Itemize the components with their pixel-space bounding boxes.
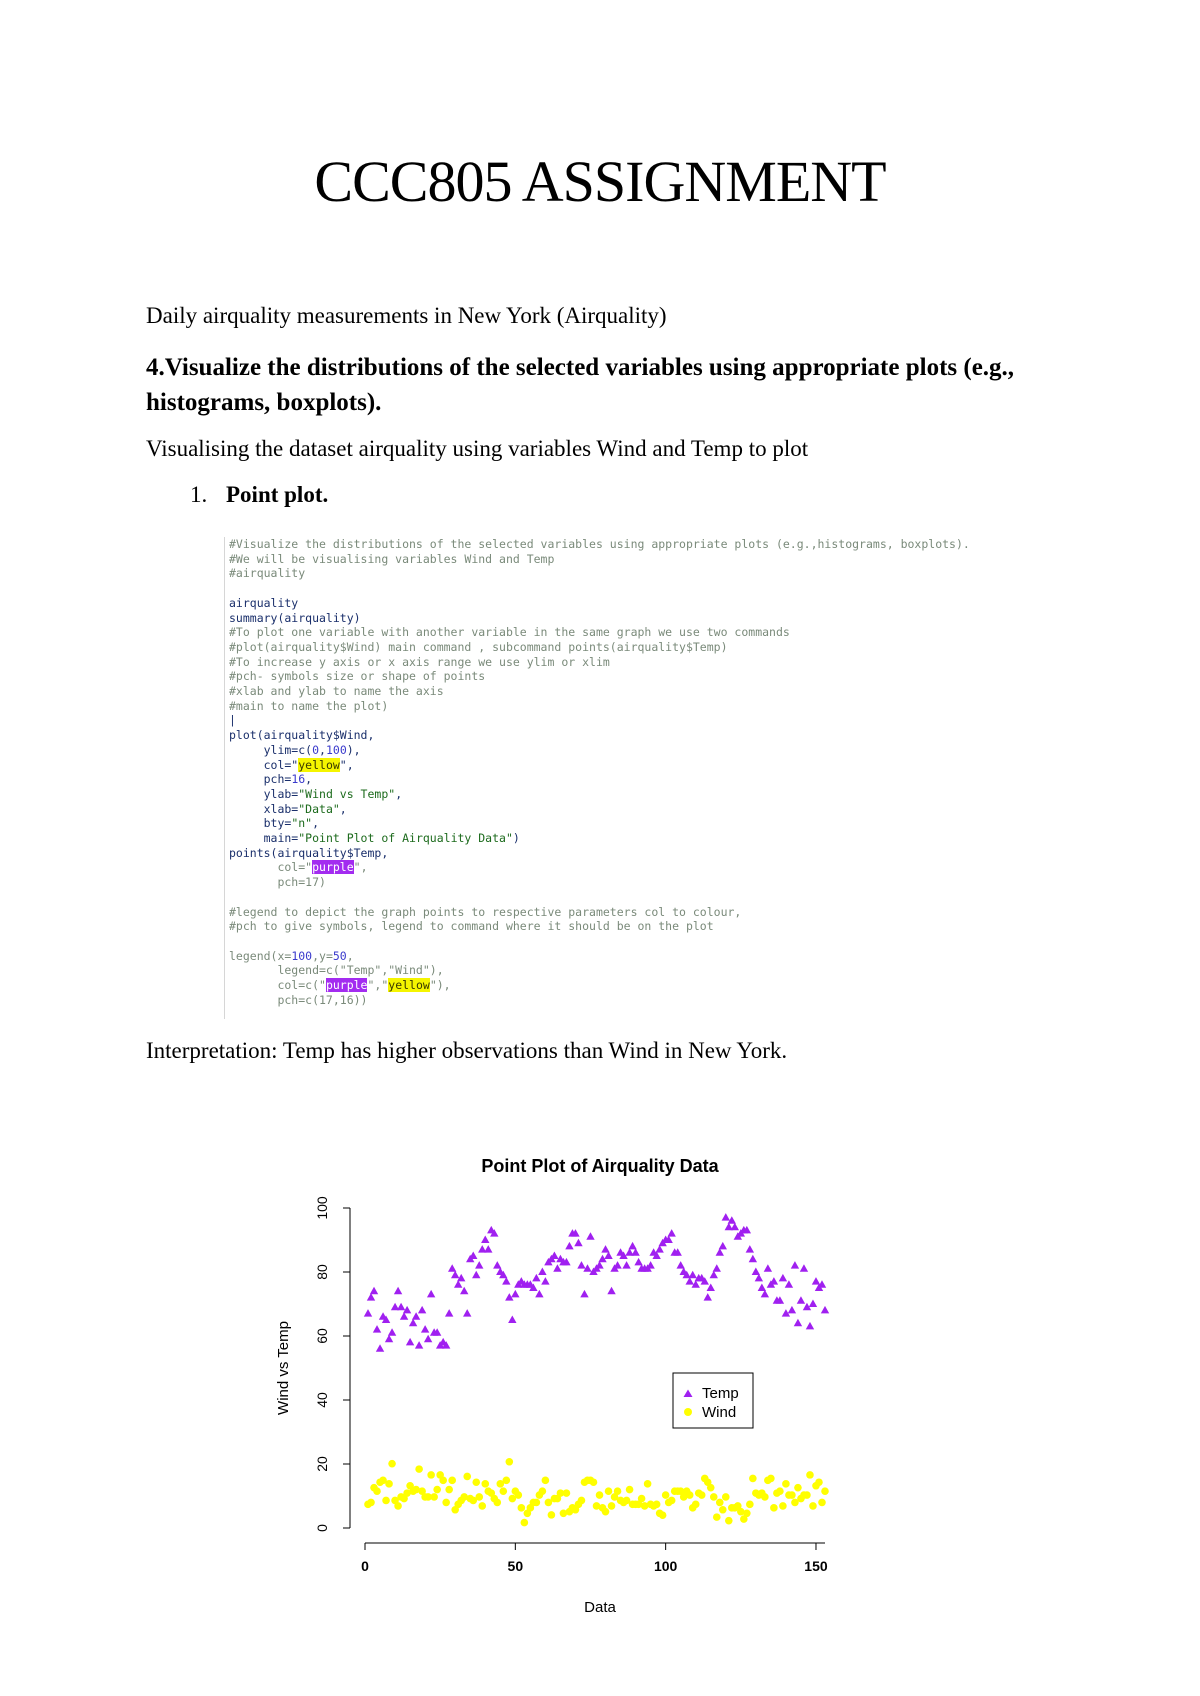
temp-point: [445, 1309, 453, 1317]
temp-point: [409, 1319, 417, 1327]
wind-point: [767, 1475, 775, 1483]
wind-point: [746, 1501, 754, 1509]
code-line: #main to name the plot): [229, 698, 389, 713]
temp-point: [418, 1306, 426, 1314]
list-number: 1.: [190, 482, 208, 507]
temp-point: [502, 1277, 510, 1285]
wind-point: [713, 1513, 721, 1521]
wind-point: [638, 1495, 646, 1503]
wind-point: [716, 1499, 724, 1507]
wind-point: [686, 1491, 694, 1499]
y-tick-label: 20: [314, 1456, 330, 1472]
code-blank-line: [229, 934, 1049, 949]
legend-wind-marker: [684, 1408, 692, 1416]
code-cursor-line: |: [229, 713, 236, 728]
temp-point: [716, 1248, 724, 1256]
temp-point: [427, 1290, 435, 1298]
code-line: pch=17): [229, 875, 326, 890]
x-tick-label: 150: [804, 1558, 828, 1574]
wind-point: [761, 1493, 769, 1501]
temp-point: [686, 1277, 694, 1285]
code-line: #pch to give symbols, legend to command where it should be on the plot: [229, 919, 714, 934]
wind-point: [644, 1480, 652, 1488]
document-subtitle: Daily airquality measurements in New York (Airquality): [146, 303, 667, 328]
temp-point: [367, 1293, 375, 1301]
wind-point: [518, 1504, 526, 1512]
temp-point: [731, 1223, 739, 1231]
wind-point: [605, 1487, 613, 1495]
temp-point: [424, 1335, 432, 1343]
temp-point: [421, 1325, 429, 1333]
wind-point: [788, 1491, 796, 1499]
wind-point: [806, 1471, 814, 1479]
temp-point: [535, 1290, 543, 1298]
wind-point: [776, 1487, 784, 1495]
temp-point: [580, 1290, 588, 1298]
temp-point: [809, 1300, 817, 1308]
wind-point: [481, 1480, 489, 1488]
wind-point: [692, 1501, 700, 1509]
wind-point: [521, 1519, 529, 1527]
temp-point: [553, 1264, 561, 1272]
wind-point: [430, 1493, 438, 1501]
temp-point: [484, 1245, 492, 1253]
temp-point: [463, 1309, 471, 1317]
y-tick-label: 100: [314, 1196, 330, 1220]
temp-point: [631, 1248, 639, 1256]
wind-point: [668, 1497, 676, 1505]
temp-point: [385, 1335, 393, 1343]
code-line: col="yellow",: [229, 757, 354, 772]
temp-point: [707, 1284, 715, 1292]
intro-paragraph: Visualising the dataset airquality using variables Wind and Temp to plot: [146, 436, 809, 461]
wind-point: [710, 1493, 718, 1501]
code-line: #legend to depict the graph points to respective parameters col to colour,: [229, 904, 742, 919]
x-tick-label: 0: [361, 1558, 369, 1574]
y-tick-label: 60: [314, 1328, 330, 1344]
temp-point: [373, 1325, 381, 1333]
scatter-chart: [255, 1148, 875, 1618]
wind-point: [445, 1486, 453, 1494]
temp-point: [806, 1322, 814, 1330]
wind-point: [439, 1477, 447, 1485]
wind-point: [373, 1487, 381, 1495]
y-axis-ticks: [314, 1196, 350, 1532]
wind-point: [433, 1486, 441, 1494]
temp-point: [394, 1287, 402, 1295]
temp-point: [415, 1341, 423, 1349]
wind-point: [749, 1475, 757, 1483]
wind-point: [602, 1508, 610, 1516]
code-line: main="Point Plot of Airquality Data"): [229, 831, 520, 846]
code-blank-line: [229, 890, 1049, 905]
temp-point: [511, 1290, 519, 1298]
wind-point: [590, 1478, 598, 1486]
wind-point: [815, 1478, 823, 1486]
wind-point: [782, 1480, 790, 1488]
temp-point: [406, 1338, 414, 1346]
temp-point: [710, 1271, 718, 1279]
wind-point: [448, 1477, 456, 1485]
legend-temp-label: Temp: [702, 1385, 739, 1402]
wind-point: [698, 1491, 706, 1499]
temp-point: [493, 1261, 501, 1269]
temp-point: [821, 1306, 829, 1314]
wind-point: [506, 1458, 514, 1466]
wind-point: [478, 1502, 486, 1510]
code-line: legend(x=100,y=50,: [229, 948, 354, 963]
wind-point: [578, 1497, 586, 1505]
temp-point: [565, 1242, 573, 1250]
temp-point: [749, 1255, 757, 1263]
temp-point: [746, 1245, 754, 1253]
y-axis-label: Wind vs Temp: [275, 1321, 292, 1415]
wind-point: [803, 1491, 811, 1499]
x-tick-label: 100: [653, 1558, 678, 1574]
temp-point: [532, 1274, 540, 1282]
wind-point: [821, 1487, 829, 1495]
temp-point: [508, 1316, 516, 1324]
wind-series: [364, 1458, 829, 1526]
temp-point: [689, 1271, 697, 1279]
list-item-point-plot: [190, 482, 328, 508]
temp-point: [604, 1252, 612, 1260]
code-line: summary(airquality): [229, 610, 361, 625]
temp-point: [541, 1277, 549, 1285]
highlight-purple: purple: [325, 978, 368, 993]
code-line: #To increase y axis or x axis range we use ylim or xlim: [229, 654, 610, 669]
wind-point: [725, 1517, 733, 1525]
code-line: points(airquality$Temp,: [229, 845, 389, 860]
code-line: xlab="Data",: [229, 801, 347, 816]
temp-point: [676, 1261, 684, 1269]
wind-point: [475, 1493, 483, 1501]
code-line: col=c("purple","yellow"),: [229, 978, 451, 993]
temp-point: [475, 1261, 483, 1269]
wind-point: [719, 1506, 727, 1514]
temp-point: [800, 1264, 808, 1272]
wind-point: [388, 1460, 396, 1468]
temp-point: [791, 1261, 799, 1269]
code-line: #airquality: [229, 566, 306, 581]
interpretation-text: Interpretation: Temp has higher observations than Wind in New York.: [146, 1038, 788, 1063]
x-axis-label: Data: [584, 1599, 616, 1616]
wind-point: [809, 1502, 817, 1510]
temp-point: [607, 1287, 615, 1295]
temp-point: [472, 1271, 480, 1279]
code-line: ylim=c(0,100),: [229, 742, 361, 757]
temp-point: [764, 1264, 772, 1272]
wind-point: [542, 1477, 550, 1485]
code-line: pch=c(17,16)): [229, 992, 368, 1007]
wind-point: [463, 1473, 471, 1481]
temp-point: [719, 1242, 727, 1250]
x-axis-ticks: [361, 1543, 828, 1574]
temp-point: [788, 1306, 796, 1314]
wind-point: [770, 1504, 778, 1512]
wind-point: [385, 1480, 393, 1488]
legend-wind-label: Wind: [702, 1404, 737, 1421]
question-heading: 4.Visualize the distributions of the selected variables using appropriate plots (e.g., histograms, boxplots).: [146, 354, 1015, 416]
code-line: plot(airquality$Wind,: [229, 728, 375, 743]
temp-point: [812, 1277, 820, 1285]
wind-point: [442, 1499, 450, 1507]
temp-point: [655, 1245, 663, 1253]
wind-point: [662, 1491, 670, 1499]
chart-title: Point Plot of Airquality Data: [481, 1156, 719, 1176]
wind-point: [608, 1502, 616, 1510]
wind-point: [653, 1501, 661, 1509]
x-tick-label: 50: [507, 1558, 524, 1574]
temp-point: [794, 1319, 802, 1327]
wind-point: [500, 1487, 508, 1495]
code-line: bty="n",: [229, 816, 320, 831]
wind-point: [382, 1497, 390, 1505]
code-line: col="purple",: [229, 860, 368, 875]
temp-point: [667, 1229, 675, 1237]
temp-point: [397, 1303, 405, 1311]
temp-point: [704, 1293, 712, 1301]
wind-point: [794, 1484, 802, 1492]
temp-point: [758, 1284, 766, 1292]
code-screenshot: [224, 537, 1049, 1019]
code-line: #xlab and ylab to name the axis: [229, 684, 444, 699]
temp-point: [797, 1296, 805, 1304]
code-line: #We will be visualising variables Wind and Temp: [229, 551, 555, 566]
temp-point: [601, 1245, 609, 1253]
temp-point: [454, 1280, 462, 1288]
highlight-purple: purple: [312, 860, 354, 875]
temp-point: [388, 1328, 396, 1336]
code-line: #To plot one variable with another variable in the same graph we use two commands: [229, 625, 790, 640]
temp-point: [622, 1261, 630, 1269]
highlight-yellow: yellow: [298, 757, 340, 772]
code-blank-line: [229, 581, 1049, 596]
code-line: #plot(airquality$Wind) main command , subcommand points(airquality$Temp): [229, 639, 728, 654]
code-line: airquality: [229, 595, 299, 610]
wind-point: [367, 1499, 375, 1507]
code-line: ylab="Wind vs Temp",: [229, 786, 403, 801]
temp-point: [785, 1280, 793, 1288]
temp-series: [364, 1213, 829, 1352]
highlight-yellow: yellow: [388, 978, 430, 993]
wind-point: [539, 1487, 547, 1495]
temp-point: [451, 1271, 459, 1279]
temp-point: [460, 1287, 468, 1295]
wind-point: [415, 1465, 423, 1473]
code-line: pch=16,: [229, 772, 313, 787]
temp-point: [364, 1309, 372, 1317]
y-tick-label: 80: [314, 1264, 330, 1280]
temp-point: [586, 1232, 594, 1240]
wind-point: [818, 1499, 826, 1507]
temp-point: [755, 1274, 763, 1282]
temp-point: [752, 1268, 760, 1276]
temp-point: [779, 1274, 787, 1282]
temp-point: [722, 1213, 730, 1221]
temp-point: [370, 1287, 378, 1295]
wind-point: [707, 1484, 715, 1492]
temp-point: [400, 1312, 408, 1320]
wind-point: [493, 1499, 501, 1507]
temp-point: [376, 1344, 384, 1352]
temp-point: [448, 1264, 456, 1272]
wind-point: [596, 1491, 604, 1499]
temp-point: [574, 1239, 582, 1247]
temp-point: [761, 1290, 769, 1298]
temp-point: [412, 1312, 420, 1320]
document-title: CCC805 ASSIGNMENT: [314, 149, 886, 214]
code-line: #pch- symbols size or shape of points: [229, 669, 486, 684]
temp-point: [634, 1258, 642, 1266]
code-line: #Visualize the distributions of the selected variables using appropriate plots (e.g.,histograms, boxplots).: [229, 537, 970, 551]
wind-point: [659, 1511, 667, 1519]
wind-point: [533, 1499, 541, 1507]
wind-point: [548, 1511, 556, 1519]
list-label: Point plot.: [226, 482, 329, 507]
wind-point: [563, 1489, 571, 1497]
wind-point: [626, 1486, 634, 1494]
wind-point: [722, 1493, 730, 1501]
wind-point: [472, 1478, 480, 1486]
code-line: legend=c("Temp","Wind"),: [229, 963, 444, 978]
temp-point: [481, 1236, 489, 1244]
temp-point: [628, 1242, 636, 1250]
wind-point: [515, 1491, 523, 1499]
wind-point: [614, 1487, 622, 1495]
wind-point: [779, 1502, 787, 1510]
y-tick-label: 40: [314, 1392, 330, 1408]
wind-point: [427, 1471, 435, 1479]
temp-point: [713, 1264, 721, 1272]
wind-point: [743, 1509, 751, 1517]
temp-point: [577, 1261, 585, 1269]
wind-point: [394, 1502, 402, 1510]
temp-point: [538, 1268, 546, 1276]
chart-legend: [673, 1373, 753, 1428]
y-tick-label: 0: [314, 1524, 330, 1532]
wind-point: [503, 1477, 511, 1485]
